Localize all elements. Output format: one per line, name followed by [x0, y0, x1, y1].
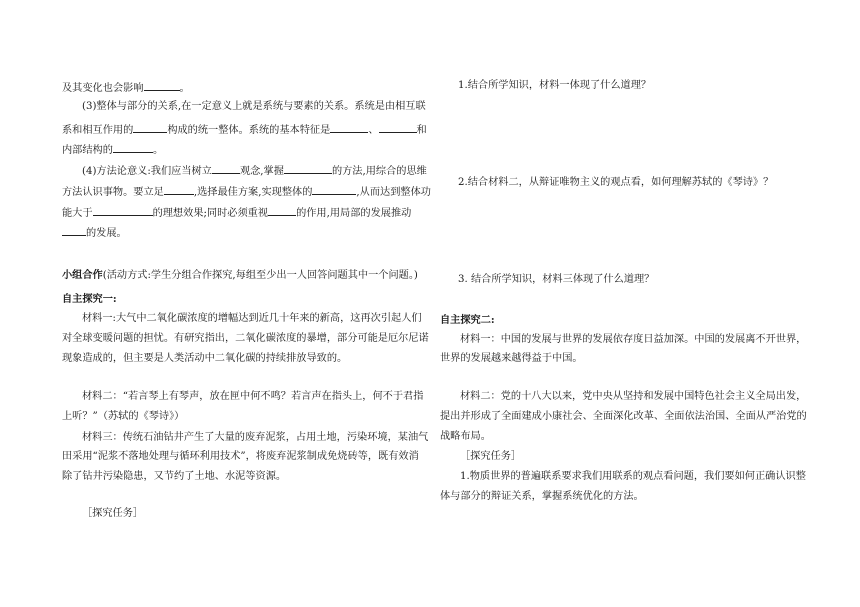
para-4-line-d: 的发展。 — [62, 226, 127, 239]
r-material-2-line-a: 材料二：党的十八大以来，党中央从坚持和发展中国特色社会主义全局出发， — [460, 391, 807, 402]
task-1-line-a: 1.物质世界的普遍联系要求我们用联系的观点看问题，我们要如何正确认识整 — [460, 471, 806, 482]
fill-blank[interactable] — [330, 123, 368, 133]
para-4-line-b: 方法认识事物。要立足 ,选择最佳方案,实现整体的 ,从而达到整体功 — [62, 187, 431, 198]
fill-blank[interactable] — [268, 206, 296, 216]
r-explore-task-label: ［探究任务］ — [460, 451, 522, 462]
question-2: 2.结合材料二，从辩证唯物主义的观点看，如何理解苏轼的《琴诗》？ — [458, 177, 774, 188]
fill-blank[interactable] — [379, 123, 417, 133]
para-3-line-b: 系和相互作用的 构成的统一整体。系统的基本特征是 、 和 — [62, 125, 427, 136]
explore-one-heading: 自主探究一: — [62, 293, 117, 305]
para-4-line-a: (4)方法论意义:我们应当树立 观念,掌握 的方法,用综合的思维 — [82, 166, 427, 177]
fill-blank[interactable] — [312, 185, 356, 195]
fill-blank[interactable] — [113, 143, 153, 153]
fill-blank[interactable] — [62, 226, 86, 236]
material-3-line-a: 材料三：传统石油钻井产生了大量的废弃泥浆，占用土地，污染环境，某油气 — [82, 432, 429, 443]
fill-blank[interactable] — [164, 185, 194, 195]
group-cooperation: 小组合作(活动方式:学生分组合作探究,每组至少出一人回答问题其中一个问题。) — [62, 269, 418, 281]
para-3-line-c: 内部结构的 。 — [62, 145, 164, 156]
r-material-1-line-a: 材料一：中国的发展与世界的发展依存度日益加深。中国的发展离不开世界， — [460, 334, 807, 345]
para-3-line-a: (3)整体与部分的关系,在一定意义上就是系统与要素的关系。系统是由相互联 — [82, 101, 426, 112]
question-1: 1.结合所学知识，材料一体现了什么道理？ — [458, 80, 652, 91]
material-1-line-b: 对全球变暖问题的担忧。有研究指出，二氧化碳浓度的暴增，部分可能是厄尔尼诺 — [62, 333, 429, 344]
r-material-1-line-b: 世界的发展越来越得益于中国。 — [440, 353, 583, 364]
material-1-line-c: 现象造成的，但主要是人类活动中二氧化碳的持续排放导致的。 — [62, 353, 348, 364]
fill-blank[interactable] — [93, 206, 153, 216]
material-1-line-a: 材料一:大气中二氧化碳浓度的增幅达到近几十年来的新高，这再次引起人们 — [82, 313, 422, 324]
line-1: 及其变化也会影响 。 — [62, 83, 190, 94]
explore-task-label: ［探究任务］ — [82, 508, 144, 519]
material-3-line-b: 田采用“泥浆不落地处理与循环利用技术”，将废弃泥浆制成免烧砖等，既有效消 — [62, 451, 419, 462]
material-2-line-b: 上听？”（苏轼的《琴诗》） — [62, 411, 185, 422]
r-material-2-line-b: 提出并形成了全面建成小康社会、全面深化改革、全面依法治国、全面从严治党的 — [440, 411, 807, 422]
group-title: 小组合作 — [62, 269, 103, 281]
material-3-line-c: 除了钻井污染隐患，又节约了土地、水泥等资源。 — [62, 471, 287, 482]
fill-blank[interactable] — [144, 81, 180, 91]
question-3: 3. 结合所学知识，材料三体现了什么道理？ — [458, 274, 655, 285]
task-1-line-b: 体与部分的辩证关系，掌握系统优化的方法。 — [440, 491, 644, 502]
material-2-line-a: 材料二：“若言琴上有琴声，放在匣中何不鸣？若言声在指头上，何不于君指 — [82, 391, 424, 402]
explore-two-heading: 自主探究二: — [440, 314, 495, 326]
r-material-2-line-c: 战略布局。 — [440, 431, 491, 442]
fill-blank[interactable] — [212, 164, 240, 174]
fill-blank[interactable] — [133, 123, 167, 133]
para-4-line-c: 能大于 的理想效果;同时必须重视 的作用,用局部的发展推动 — [62, 208, 412, 219]
fill-blank[interactable] — [284, 164, 332, 174]
